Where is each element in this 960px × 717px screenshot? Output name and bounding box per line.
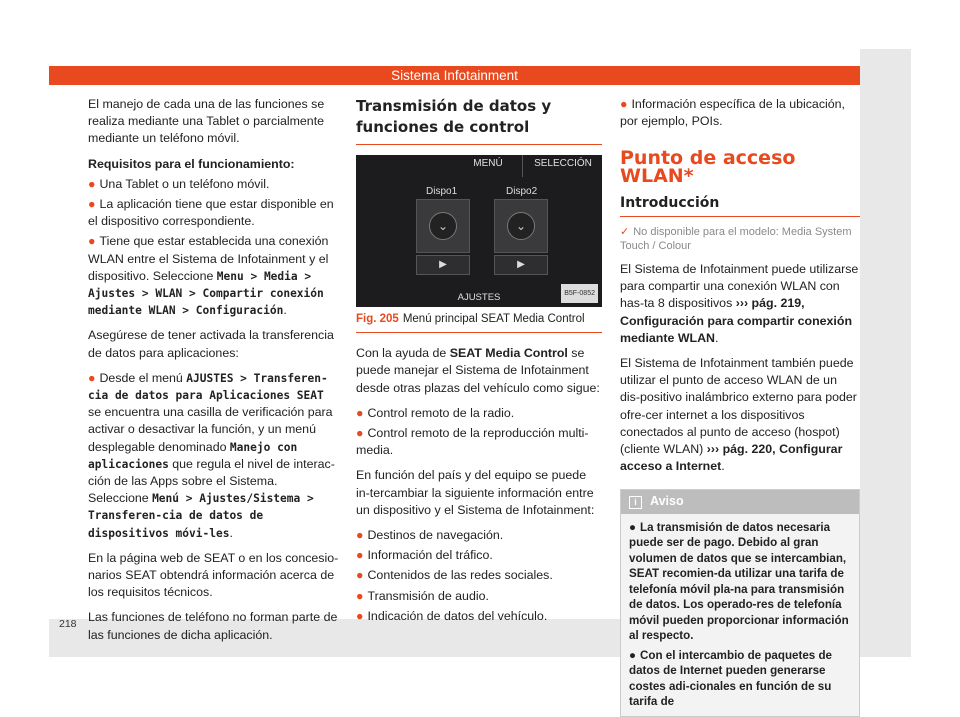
device-icon: ⌄ xyxy=(507,212,535,240)
bullet-icon: ● xyxy=(356,568,364,583)
menu-path: Menu > Media > Ajustes > WLAN > Compartir conexión mediante WLAN > Configuración xyxy=(88,269,324,318)
device-1-label: Dispo1 xyxy=(426,186,458,197)
reference-arrows-icon: ››› xyxy=(735,296,749,311)
notice-header: i Aviso xyxy=(621,490,859,513)
figure-code: B5F-0852 xyxy=(561,284,598,303)
bullet-icon: ● xyxy=(88,176,96,191)
reference-arrows-icon: ››› xyxy=(706,442,720,457)
availability-note: ✓ No disponible para el modelo: Media System Touch / Colour xyxy=(620,226,852,253)
list-item: ● Transmisión de audio. xyxy=(356,588,489,603)
page-number: 218 xyxy=(59,618,77,630)
column-left xyxy=(88,96,340,652)
list-item: ● Desde el menú AJUSTES > Transferen-cia de datos para Aplicaciones SEAT se encuentra una casilla de verificación para activar o desactivar la función, y un menú desplegable denominado Manejo con aplicaciones que regula el nivel de interac-ción de las Apps sobre el Sistema. Seleccione Menú > Ajustes/Sistema > Transferen-cia de datos de dispositivos móvi-les. xyxy=(88,370,335,540)
bullet-icon: ● xyxy=(88,234,96,249)
notice-body xyxy=(621,514,859,716)
play-icon: ▶ xyxy=(416,255,470,275)
intro-paragraph: El manejo de cada una de las funciones se realiza mediante una Tablet o parcialmente mediante un teléfono móvil. xyxy=(88,97,325,146)
bullet-icon: ● xyxy=(356,548,364,563)
info-icon: i xyxy=(629,496,642,509)
chapter-heading: Punto de acceso WLAN* xyxy=(620,147,796,187)
figure-screen xyxy=(356,155,602,307)
device-icon: ⌄ xyxy=(429,212,457,240)
list-item: ● Información específica de la ubicación, por ejemplo, POIs. xyxy=(620,97,845,129)
list-item: ● La transmisión de datos necesaria puede ser de pago. Debido al gran volumen de datos que se intercambian, SEAT recomien-da utilizar una tarifa de telefonía móvil pla-na para transmisión de datos. Los operado-res de telefonía móvil pueden proporcionar información al respecto. xyxy=(629,520,849,643)
bullet-icon: ● xyxy=(356,608,364,623)
list-item: ● Indicación de datos del vehículo. xyxy=(356,608,548,623)
paragraph: Asegúrese de tener activada la transferencia de datos para aplicaciones: xyxy=(88,328,334,360)
bullet-icon: ● xyxy=(88,197,96,212)
list-item: ● Control remoto de la radio. xyxy=(356,405,515,420)
list-item: ● La aplicación tiene que estar disponible en el dispositivo correspondiente. xyxy=(88,197,334,229)
list-item: ● Con el intercambio de paquetes de datos de Internet pueden generarse costes adi-cionales en función de su tarifa de xyxy=(629,648,832,709)
bullet-icon: ● xyxy=(356,405,364,420)
play-icon: ▶ xyxy=(494,255,548,275)
device-2-label: Dispo2 xyxy=(506,186,538,197)
section-heading: Transmisión de datos y funciones de control xyxy=(356,96,602,145)
column-middle xyxy=(356,96,602,628)
list-item: ● Control remoto de la reproducción multi-media. xyxy=(356,426,589,458)
bullet-icon: ● xyxy=(620,97,628,111)
menu-path: Manejo con aplicaciones xyxy=(88,440,298,471)
paragraph: Las funciones de teléfono no forman parte de las funciones de dicha aplicación. xyxy=(88,610,338,642)
notice-box xyxy=(620,489,860,716)
bullet-icon: ● xyxy=(629,520,637,534)
page-reference-link[interactable]: pág. 219, Configuración para compartir conexión mediante WLAN xyxy=(620,296,853,345)
tab-menu: MENÚ xyxy=(473,158,503,169)
check-icon: ✓ xyxy=(620,226,630,239)
subsection-heading: Introducción xyxy=(620,195,860,217)
requirements-title: Requisitos para el funcionamiento: xyxy=(88,156,295,171)
bullet-icon: ● xyxy=(356,426,364,441)
paragraph: En la página web de SEAT o en los concesio-narios SEAT obtendrá información acerca de los requisitos técnicos. xyxy=(88,550,339,600)
column-right xyxy=(620,96,860,717)
figure-caption: Fig. 205 Menú principal SEAT Media Control xyxy=(356,311,602,333)
list-item: ● Destinos de navegación. xyxy=(356,528,504,543)
device-2-tile xyxy=(494,199,548,253)
bullet-icon: ● xyxy=(629,648,637,662)
bullet-icon: ● xyxy=(88,370,96,385)
bullet-icon: ● xyxy=(356,588,364,603)
tab-seleccion: SELECCIÓN xyxy=(522,155,602,177)
settings-tab: AJUSTES xyxy=(457,292,501,303)
paragraph: El Sistema de Infotainment también puede utilizar el punto de acceso WLAN de un dis-positivo inalámbrico externo para poder ofre-cer internet a los dispositivos conectados al punto de acceso (hospot) (cliente WLAN) ››› pág. 220, Configurar acceso a Internet. xyxy=(620,356,857,474)
page-reference-link[interactable]: pág. 220, Configurar acceso a Internet xyxy=(620,442,843,474)
list-item: ● Contenidos de las redes sociales. xyxy=(356,568,553,583)
paragraph: El Sistema de Infotainment puede utilizarse para compartir una conexión WLAN con has-ta 8 dispositivos ››› pág. 219, Configuración para compartir conexión mediante WLAN. xyxy=(620,262,859,345)
paragraph: Con la ayuda de SEAT Media Control se puede manejar el Sistema de Infotainment desde otras plazas del vehículo como sigue: xyxy=(356,346,600,395)
menu-path: Menú > Ajustes/Sistema > Transferen-cia de datos de dispositivos móvi-les xyxy=(88,492,314,540)
list-item: ● Información del tráfico. xyxy=(356,548,493,563)
list-item: ● Tiene que estar establecida una conexión WLAN entre el Sistema de Infotainment y el dispositivo. Seleccione Menu > Media > Ajustes > WLAN > Compartir conexión mediante WLAN > Configuración. xyxy=(88,234,329,318)
paragraph: En función del país y del equipo se puede in-tercambiar la siguiente información entre un dispositivo y el Sistema de Infotainment: xyxy=(356,468,595,517)
list-item: ● Una Tablet o un teléfono móvil. xyxy=(88,176,270,191)
section-header: Sistema Infotainment xyxy=(49,66,860,85)
menu-path: AJUSTES > Transferen-cia de datos para Aplicaciones SEAT xyxy=(88,371,328,403)
bullet-icon: ● xyxy=(356,528,364,543)
device-1-tile xyxy=(416,199,470,253)
